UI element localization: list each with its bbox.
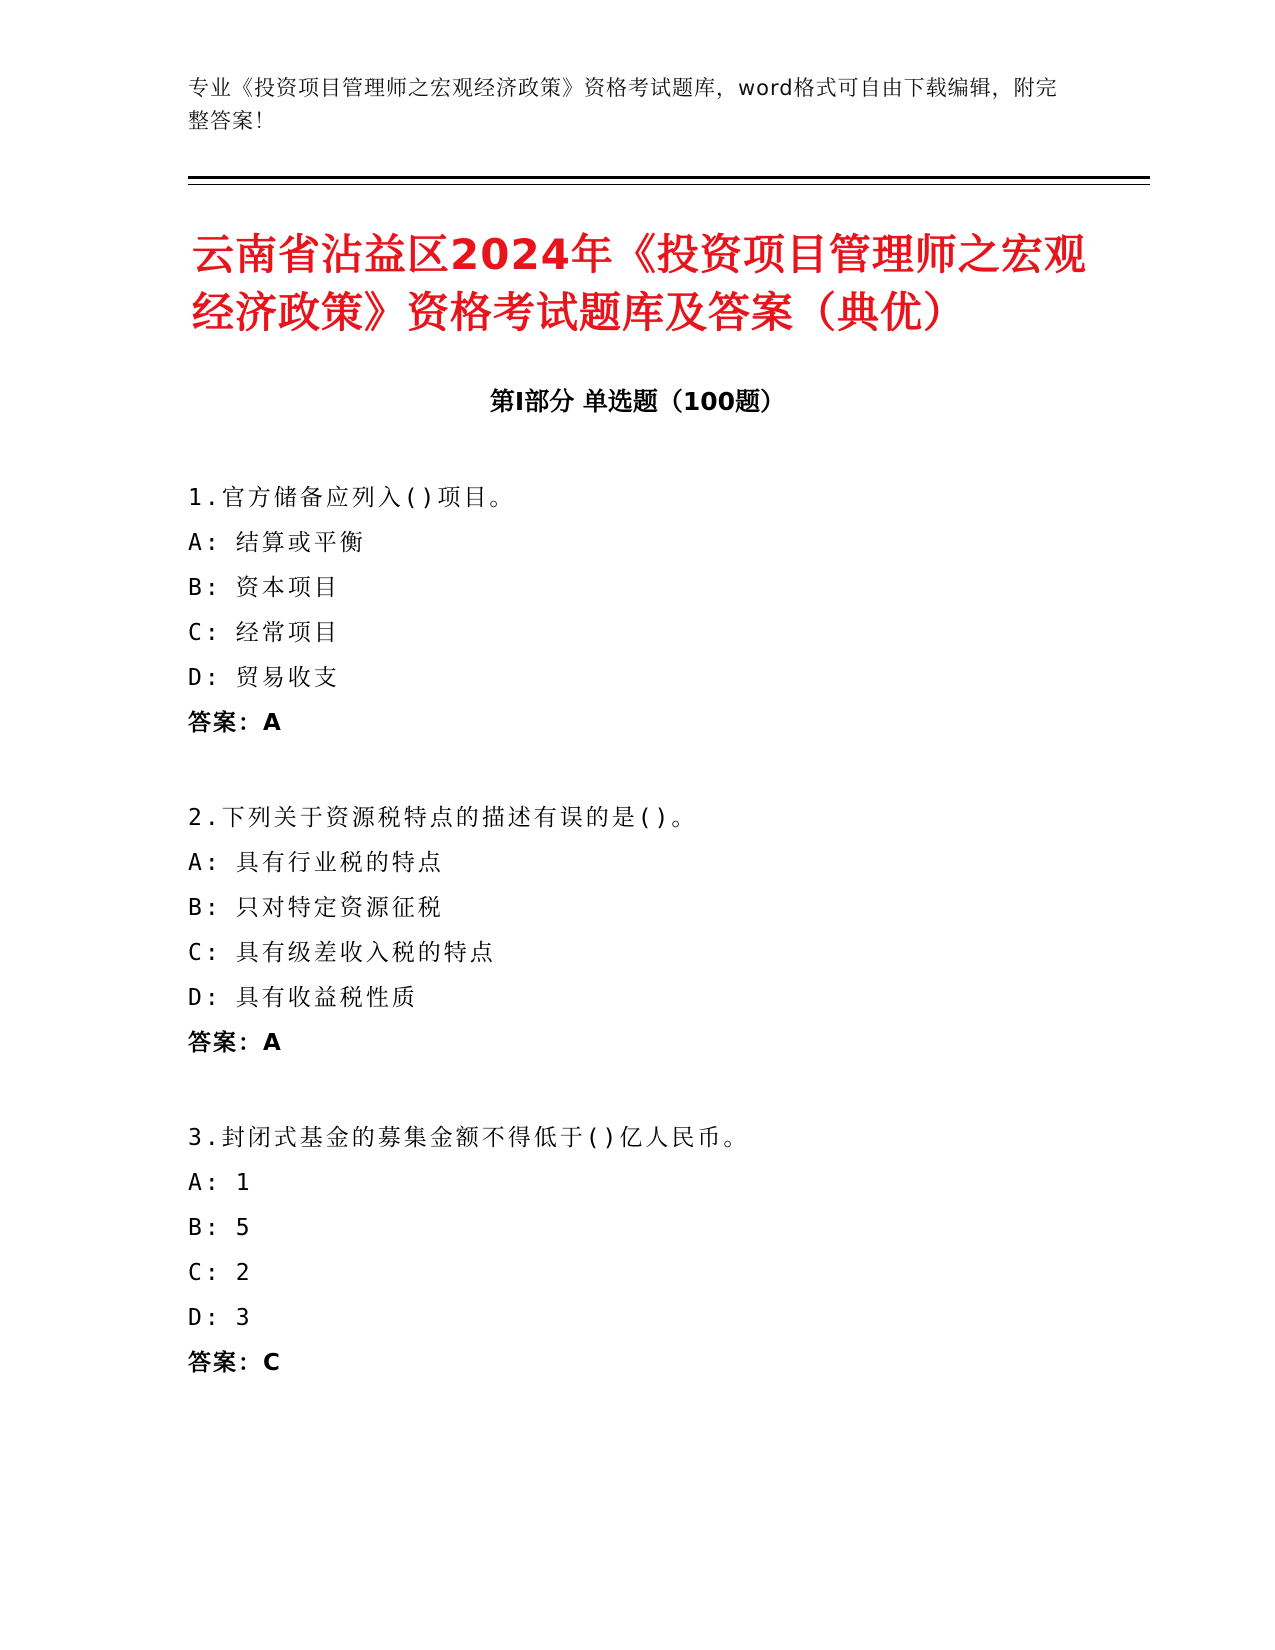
header-rule-thin bbox=[188, 184, 1150, 185]
question-stem: 1.官方储备应列入()项目。 bbox=[188, 485, 516, 511]
answer: 答案：A bbox=[188, 710, 283, 736]
option-separator: : bbox=[204, 850, 222, 876]
question-stem: 3.封闭式基金的募集金额不得低于()亿人民币。 bbox=[188, 1125, 750, 1151]
option-text: 3 bbox=[235, 1305, 253, 1331]
option-text: 具有收益税性质 bbox=[235, 985, 418, 1011]
option-text: 经常项目 bbox=[235, 620, 340, 646]
option-letter: B bbox=[188, 575, 205, 601]
option-text: 资本项目 bbox=[235, 575, 340, 601]
question-stem: 2.下列关于资源税特点的描述有误的是()。 bbox=[188, 805, 698, 831]
option-separator: : bbox=[204, 1260, 222, 1286]
option-text: 具有行业税的特点 bbox=[235, 850, 444, 876]
answer: 答案：A bbox=[188, 1030, 283, 1056]
header-rule-thick bbox=[188, 176, 1150, 179]
question-list bbox=[188, 476, 1088, 1436]
option-text: 5 bbox=[235, 1215, 253, 1241]
question-1 bbox=[188, 476, 1088, 746]
option-text: 具有级差收入税的特点 bbox=[235, 940, 496, 966]
option-text: 1 bbox=[235, 1170, 253, 1196]
option-separator: : bbox=[204, 530, 222, 556]
question-2 bbox=[188, 796, 1088, 1066]
option-separator: : bbox=[204, 575, 222, 601]
option-letter: C bbox=[188, 1260, 205, 1286]
option-separator: : bbox=[204, 1305, 222, 1331]
option-a bbox=[188, 841, 1088, 886]
option-b bbox=[188, 566, 1088, 611]
option-c bbox=[188, 931, 1088, 976]
option-letter: B bbox=[188, 1215, 205, 1241]
option-text: 只对特定资源征税 bbox=[235, 895, 444, 921]
option-separator: : bbox=[204, 940, 222, 966]
option-text: 2 bbox=[235, 1260, 253, 1286]
answer: 答案：C bbox=[188, 1350, 282, 1376]
option-text: 结算或平衡 bbox=[235, 530, 366, 556]
option-separator: : bbox=[204, 620, 222, 646]
option-a bbox=[188, 521, 1088, 566]
option-letter: A bbox=[188, 1170, 205, 1196]
question-3 bbox=[188, 1116, 1088, 1386]
option-b bbox=[188, 1206, 1088, 1251]
option-d bbox=[188, 656, 1088, 701]
option-letter: D bbox=[188, 985, 205, 1011]
option-c bbox=[188, 1251, 1088, 1296]
option-text: 贸易收支 bbox=[235, 665, 340, 691]
option-d bbox=[188, 976, 1088, 1021]
option-separator: : bbox=[204, 1170, 222, 1196]
option-d bbox=[188, 1296, 1088, 1341]
option-letter: C bbox=[188, 620, 205, 646]
option-separator: : bbox=[204, 895, 222, 921]
section-title: 第Ⅰ部分 单选题（100题） bbox=[489, 387, 786, 416]
option-a bbox=[188, 1161, 1088, 1206]
option-b bbox=[188, 886, 1088, 931]
option-c bbox=[188, 611, 1088, 656]
document-title: 云南省沾益区2024年《投资项目管理师之宏观经济政策》资格考试题库及答案（典优） bbox=[192, 230, 1087, 337]
option-separator: : bbox=[204, 1215, 222, 1241]
option-letter: A bbox=[188, 850, 205, 876]
header-note: 专业《投资项目管理师之宏观经济政策》资格考试题库，word格式可自由下载编辑，附完整答案！ bbox=[188, 76, 1058, 133]
option-letter: D bbox=[188, 1305, 205, 1331]
option-separator: : bbox=[204, 665, 222, 691]
option-letter: C bbox=[188, 940, 205, 966]
option-separator: : bbox=[204, 985, 222, 1011]
option-letter: A bbox=[188, 530, 205, 556]
option-letter: D bbox=[188, 665, 205, 691]
option-letter: B bbox=[188, 895, 205, 921]
